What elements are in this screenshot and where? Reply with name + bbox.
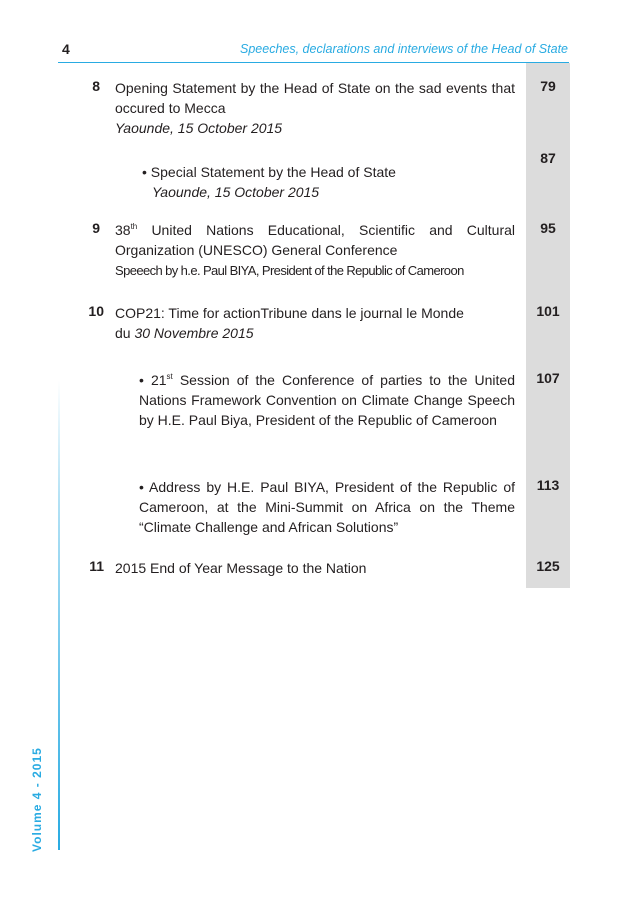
entry-title: 38th United Nations Educational, Scientific and Cultural Organization (UNESCO) General Conference [115, 222, 515, 258]
entry-title: • Special Statement by the Head of State [142, 164, 396, 180]
entry-page: 87 [540, 150, 556, 166]
entry-text [115, 303, 515, 343]
entry-text [115, 78, 515, 138]
header-rule [58, 62, 569, 63]
page-number: 4 [62, 41, 70, 57]
running-title: Speeches, declarations and interviews of the Head of State [240, 42, 568, 56]
side-strip [58, 380, 60, 850]
entry-speaker: Speeech by h.e. Paul BIYA, President of the Republic of Cameroon [115, 263, 464, 278]
entry-title: 2015 End of Year Message to the Nation [115, 560, 367, 576]
entry-number: 8 [92, 78, 100, 94]
entry-title: • Address by H.E. Paul BIYA, President of the Republic of Cameroon, at the Mini-Summit on Africa on the Theme “Climate Challenge and African Solutions” [139, 479, 515, 535]
entry-title: • 21st Session of the Conference of parties to the United Nations Framework Convention on Climate Change Speech by H.E. Paul Biya, President of the Republic of Cameroon [139, 372, 515, 428]
entry-text [139, 477, 515, 537]
entry-page: 101 [536, 303, 560, 319]
entry-text [139, 370, 515, 430]
volume-label: Volume 4 - 2015 [30, 747, 44, 852]
entry-title: COP21: Time for actionTribune dans le journal le Monde [115, 305, 464, 321]
entry-page: 113 [536, 477, 560, 493]
entry-place-date: Yaounde, 15 October 2015 [115, 120, 283, 136]
entry-text [142, 162, 518, 202]
entry-text [115, 220, 515, 281]
entry-title: Opening Statement by the Head of State on the sad events that occured to Mecca [115, 80, 515, 116]
entry-page: 79 [540, 78, 556, 94]
entry-date: 30 Novembre 2015 [134, 325, 254, 341]
entry-page: 107 [536, 370, 560, 386]
entry-page: 95 [540, 220, 556, 236]
entry-number: 11 [89, 558, 104, 574]
entry-place-date: Yaounde, 15 October 2015 [152, 184, 320, 200]
page-number-column [526, 63, 570, 588]
entry-page: 125 [536, 558, 560, 574]
entry-number: 10 [88, 303, 104, 319]
entry-text [115, 558, 515, 578]
entry-date-prefix: du [115, 325, 135, 341]
entry-number: 9 [92, 220, 100, 236]
